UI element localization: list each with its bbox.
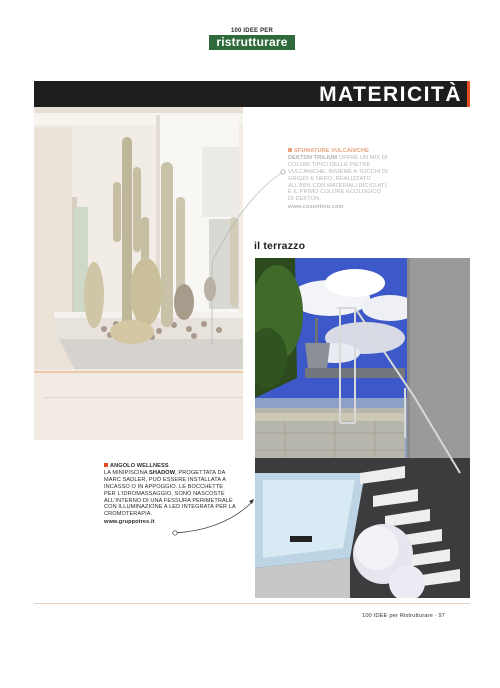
terrace-photo [255, 258, 470, 598]
caption-brand: SHADOW [149, 469, 176, 476]
caption-heading: ANGOLO WELLNESS [110, 463, 169, 469]
caption-intro: LA MINIPISCINA [104, 469, 148, 476]
caption-heading: SFUMATURE VULCANICHE [294, 148, 369, 154]
terrace-illustration [255, 258, 470, 598]
caption-body: , PROGETTATA DA MARC SADLER, PUÒ ESSERE INSTALLATA A INCASSO O IN APPOGGIO. LE BOCCHETTE PER L'IDROMASSAGGIO, SONO NASCOSTE ALL'INTERNO DI UNA FESSURA PERIMETRALE CON ILLUMINAZIONE A LED INTEGRATA PER LA CROMOTERAPIA. [104, 469, 236, 518]
page-title: MATERICITÀ [319, 83, 462, 106]
magazine-logo [209, 28, 295, 50]
caption-url-link[interactable]: www.cosentino.com [288, 204, 344, 211]
caption-square-marker [104, 463, 108, 467]
caption-url-link[interactable]: www.gruppotres.it [104, 519, 155, 526]
cactus-interior-illustration [34, 107, 243, 440]
section-label: il terrazzo [254, 240, 306, 252]
caption-square-marker [288, 148, 292, 152]
caption-volcanic [288, 148, 388, 211]
caption-body: OFFRE UN MIX DI COLORI TIPICI DELLE PIETRE VULCANICHE, INSIEME A TOCCHI DI GRIGIO E NERO. REALIZZATO ALL'86% CON MATERIALI RICICLATI, È IL PRIMO COLORE ECOLOGICO DI DEKTON. [288, 154, 388, 203]
footer-rule [34, 603, 470, 604]
logo-top-line: 100 IDEE PER [230, 28, 274, 34]
header-accent-stripe [467, 81, 470, 107]
caption-brand: DEKTON TRILIUM [288, 154, 338, 161]
logo-brand-word: ristrutturare [216, 35, 288, 49]
page-footer: 100 IDEE per Ristrutturare · 97 [362, 613, 446, 619]
caption-wellness [104, 463, 236, 526]
cactus-interior-photo [34, 107, 243, 440]
